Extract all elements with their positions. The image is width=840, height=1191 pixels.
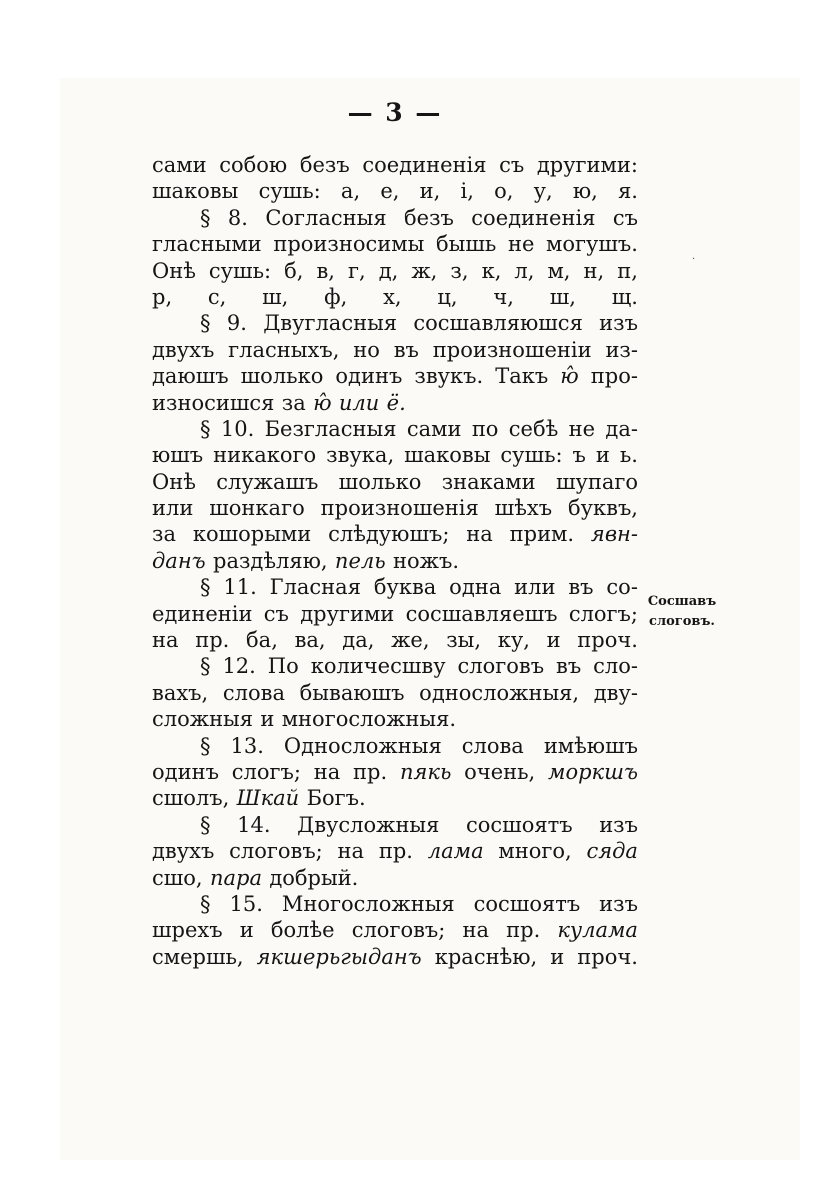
word: въ	[556, 654, 582, 679]
word: смершь,	[152, 944, 244, 969]
word: зы,	[446, 628, 482, 653]
word: 12.	[222, 654, 256, 679]
text-line	[152, 574, 638, 600]
word: одна	[449, 575, 502, 600]
word: съ	[612, 205, 638, 230]
word: 9.	[226, 311, 247, 336]
word: ш,	[549, 284, 576, 309]
word: слова	[461, 733, 524, 758]
word: ю,	[572, 179, 598, 204]
word: шупаго	[555, 469, 638, 494]
word: пара	[209, 865, 262, 890]
word: шонкаго	[209, 496, 305, 521]
word: шолько	[338, 469, 422, 494]
word: Онѣ	[152, 258, 196, 283]
word: гласныхъ,	[228, 337, 340, 362]
text-line	[152, 442, 638, 468]
text-line	[152, 627, 638, 653]
word: Безгласныя	[264, 416, 397, 441]
text-line	[152, 865, 638, 891]
word: з,	[450, 258, 469, 283]
text-line	[152, 548, 638, 574]
word: но	[353, 337, 380, 362]
word: бышь	[435, 232, 497, 257]
word: сяда	[586, 839, 638, 864]
text-line	[152, 495, 638, 521]
word: сосшоятъ	[466, 812, 573, 837]
text-line	[152, 231, 638, 257]
word: шаковы	[404, 443, 491, 468]
word: §	[200, 654, 211, 679]
text-line	[152, 152, 638, 178]
word: н,	[583, 258, 605, 283]
word: Гласная	[269, 575, 361, 600]
word: шаковы	[152, 179, 239, 204]
word: б,	[284, 258, 304, 283]
word: ф,	[324, 284, 348, 309]
word: якшерьгыданъ	[256, 944, 422, 969]
word: на	[152, 628, 179, 653]
word: на	[313, 759, 341, 784]
word: Односложныя	[283, 733, 442, 758]
word: о,	[494, 179, 514, 204]
word: слогъ;	[231, 759, 301, 784]
word: на	[462, 918, 490, 943]
text-line	[152, 944, 638, 970]
word: слоговъ;	[351, 918, 446, 943]
word: ь.	[619, 443, 638, 468]
word: л,	[514, 258, 535, 283]
word: пр.	[195, 628, 230, 653]
word: соединенія	[471, 205, 596, 230]
word: м,	[547, 258, 571, 283]
word: про-	[590, 364, 638, 389]
word: шолько	[240, 364, 324, 389]
word: сложныя	[152, 707, 254, 732]
word: §	[200, 891, 211, 916]
word: 8.	[227, 205, 248, 230]
word: Шкай	[236, 786, 300, 811]
word: изъ	[599, 311, 638, 336]
word: р,	[152, 284, 173, 309]
text-line	[152, 812, 638, 838]
margin-note	[642, 592, 722, 632]
word: въ	[568, 575, 594, 600]
word: сушь:	[208, 258, 272, 283]
word: другими:	[536, 153, 638, 177]
word: х,	[383, 284, 402, 309]
word: бываюшъ	[299, 680, 405, 705]
word: лама	[427, 839, 484, 864]
word: съ	[263, 601, 289, 626]
word: никакого	[213, 443, 317, 468]
word: г,	[348, 258, 366, 283]
word: односложныя,	[419, 680, 580, 705]
word: себѣ	[508, 416, 559, 441]
word: гласными	[152, 232, 262, 257]
word: раздѣляю,	[213, 548, 328, 573]
word: краснѣю,	[434, 944, 538, 969]
word: произношенія	[320, 496, 479, 521]
word: сами	[406, 416, 462, 441]
word: сушь:	[258, 179, 321, 204]
word: пр.	[378, 839, 413, 864]
word: ю̂	[560, 364, 579, 389]
word: Двугласныя	[263, 311, 398, 336]
word: ц,	[437, 284, 458, 309]
word: явн-	[590, 522, 638, 547]
margin-note-line: слоговъ.	[649, 614, 715, 629]
word: Такъ	[495, 364, 549, 389]
word: ч,	[493, 284, 514, 309]
word: сло-	[593, 654, 638, 679]
word: сшолъ,	[152, 786, 230, 811]
word: добрый.	[269, 865, 359, 890]
word: и	[546, 628, 561, 653]
word: 15.	[229, 891, 263, 916]
word: да,	[342, 628, 375, 653]
word: і,	[460, 179, 474, 204]
word: юшъ	[152, 443, 204, 468]
word: на	[337, 839, 365, 864]
word: §	[200, 311, 211, 336]
word: и,	[419, 179, 441, 204]
word: слоговъ	[457, 654, 545, 679]
word: многосложныя.	[281, 707, 457, 732]
word: 10.	[220, 416, 255, 441]
word: болѣе	[270, 918, 335, 943]
text-line	[152, 205, 638, 231]
word: буква	[373, 575, 437, 600]
word: проч.	[577, 944, 638, 969]
word: д,	[378, 258, 399, 283]
word: из-	[605, 337, 638, 362]
word: §	[200, 733, 211, 758]
word: имѣюшъ	[543, 733, 638, 758]
word: одинъ	[335, 364, 403, 389]
word: одинъ	[152, 759, 219, 784]
word: изъ	[599, 812, 638, 837]
word: изъ	[599, 891, 638, 916]
word: за	[152, 522, 176, 547]
word: щ.	[611, 284, 638, 309]
word: износишся	[152, 390, 275, 415]
word: служашъ	[216, 469, 319, 494]
word: же,	[391, 628, 430, 653]
word: Согласныя	[265, 205, 387, 230]
word: другими	[300, 601, 395, 626]
word: и	[239, 918, 254, 943]
word: собою	[219, 153, 288, 177]
text-line	[152, 363, 638, 389]
word: §	[200, 205, 211, 230]
word: кулама	[557, 918, 638, 943]
text-line	[152, 337, 638, 363]
text-line	[152, 785, 638, 811]
word: Богъ.	[306, 786, 366, 811]
text-line	[152, 759, 638, 785]
word: даюшъ	[152, 364, 229, 389]
word: Онѣ	[152, 469, 196, 494]
word: 14.	[237, 812, 271, 837]
word: ва,	[294, 628, 326, 653]
text-line	[152, 521, 638, 547]
word: Двусложныя	[297, 812, 440, 837]
text-line	[152, 653, 638, 679]
word: или	[514, 575, 556, 600]
word: сушь:	[500, 443, 563, 468]
word: по	[471, 416, 499, 441]
word: к,	[481, 258, 502, 283]
word: съ	[499, 153, 525, 177]
word: не	[507, 232, 535, 257]
word: на	[466, 522, 493, 547]
word: и	[595, 443, 610, 468]
word: слова	[222, 680, 285, 705]
text-line	[152, 917, 638, 943]
word: слѣдуюшъ;	[328, 522, 450, 547]
word: 11.	[223, 575, 257, 600]
text-line	[152, 310, 638, 336]
word: пр.	[353, 759, 388, 784]
word: не	[568, 416, 596, 441]
word: единеніи	[152, 601, 253, 626]
word: ъ	[572, 443, 586, 468]
word: в,	[316, 258, 335, 283]
word: ножъ.	[393, 548, 460, 573]
text-line	[152, 680, 638, 706]
word: безъ	[404, 205, 454, 230]
word: ю̂	[313, 390, 332, 415]
word: моркшъ	[548, 759, 638, 784]
word: вахъ,	[152, 680, 209, 705]
text-line	[152, 891, 638, 917]
word: звука,	[326, 443, 395, 468]
word: с,	[207, 284, 227, 309]
word: кошорыми	[192, 522, 312, 547]
word: у,	[533, 179, 553, 204]
word: количесшву	[310, 654, 446, 679]
text-line	[152, 601, 638, 627]
word: ё.	[386, 390, 406, 415]
word: слоговъ;	[229, 839, 323, 864]
word: пр.	[506, 918, 541, 943]
word: могушъ.	[546, 232, 638, 257]
text-line	[152, 178, 638, 204]
word: или	[152, 496, 194, 521]
text-line	[152, 284, 638, 310]
word: проч.	[577, 628, 638, 653]
word: сосшавляюшся	[413, 311, 583, 336]
word: знаками	[441, 469, 536, 494]
word: безъ	[299, 153, 350, 177]
word: со-	[606, 575, 638, 600]
word: да-	[605, 416, 638, 441]
word: данъ	[152, 548, 206, 573]
text-line	[152, 733, 638, 759]
text-line	[152, 390, 638, 416]
text-line	[152, 416, 638, 442]
word: въ	[393, 337, 419, 362]
word: ш,	[262, 284, 289, 309]
word: произносимы	[273, 232, 425, 257]
word: очень,	[464, 759, 536, 784]
stray-mark: ·	[692, 254, 696, 265]
word: §	[200, 416, 211, 441]
word: сосшоятъ	[473, 891, 581, 916]
word: По	[267, 654, 299, 679]
word: двухъ	[152, 839, 215, 864]
word: а,	[340, 179, 361, 204]
word: ку,	[497, 628, 530, 653]
word: §	[200, 575, 211, 600]
word: ба,	[246, 628, 278, 653]
word: сосшавляешъ	[405, 601, 558, 626]
word: сами	[152, 153, 207, 177]
word: шрехъ	[152, 918, 223, 943]
margin-note-line: Сосшавъ	[647, 594, 717, 609]
word: дву-	[593, 680, 638, 705]
word: соединенія	[362, 153, 487, 177]
word: произношеніи	[432, 337, 592, 362]
word: звукъ.	[414, 364, 484, 389]
word: пякь	[399, 759, 452, 784]
word: слогъ;	[568, 601, 638, 626]
text-line	[152, 469, 638, 495]
word: сшо,	[152, 865, 203, 890]
word: е,	[380, 179, 400, 204]
word: за	[281, 390, 306, 415]
word: п,	[617, 258, 638, 283]
word: много,	[498, 839, 572, 864]
word: прим.	[509, 522, 575, 547]
word: я.	[618, 179, 638, 204]
word: пель	[334, 548, 386, 573]
word: 13.	[230, 733, 264, 758]
word: и	[550, 944, 565, 969]
word: §	[200, 812, 211, 837]
word: буквъ,	[568, 496, 638, 521]
word: ж,	[411, 258, 438, 283]
word: и	[260, 707, 275, 732]
body-text	[152, 152, 638, 970]
text-line	[152, 258, 638, 284]
text-line	[152, 838, 638, 864]
text-line	[152, 706, 638, 732]
word: Многосложныя	[281, 891, 455, 916]
word: или	[338, 390, 380, 415]
word: шѣхъ	[494, 496, 553, 521]
page-number: — 3 —	[347, 98, 443, 127]
word: двухъ	[152, 337, 215, 362]
